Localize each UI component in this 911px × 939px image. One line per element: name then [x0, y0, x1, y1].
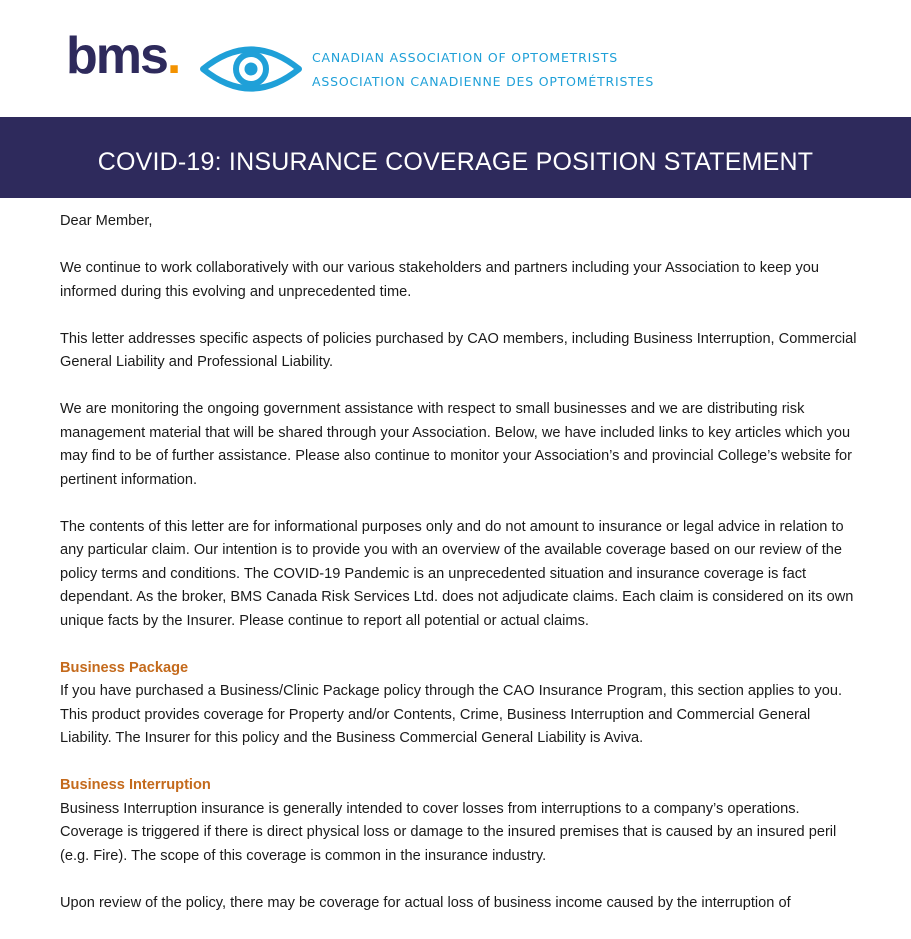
paragraph-business-interruption: Business Interruption insurance is generally intended to cover losses from interruptions to a company’s operations. Coverage is triggered if there is direct physical loss or damage to the insured premises that is caused by an insured peril (e.g. Fire). The scope of this coverage is common in the insurance industry.: [60, 800, 837, 864]
greeting: Dear Member,: [60, 213, 153, 229]
letterhead: [0, 0, 911, 117]
association-name-french: ASSOCIATION CANADIENNE DES OPTOMÉTRISTES: [312, 74, 655, 89]
bms-logo-dot: .: [166, 27, 180, 85]
letter-body: [60, 210, 865, 939]
document-title: COVID-19: INSURANCE COVERAGE POSITION STATEMENT: [97, 148, 814, 176]
cao-eye-logo-icon: [200, 42, 302, 96]
paragraph-monitoring: We are monitoring the ongoing government assistance with respect to small businesses and we are distributing risk management material that will be shared through your Association. Below, we have included links to key articles which you may find to be of further assistance. Please also continue to monitor your Association’s and provincial College’s website for pertinent information.: [60, 401, 853, 488]
bms-logo: [66, 27, 180, 85]
paragraph-policy-review: Upon review of the policy, there may be coverage for actual loss of business income caused by the interruption of: [60, 894, 791, 911]
section-heading-business-interruption: Business Interruption: [60, 777, 211, 793]
association-name-english: CANADIAN ASSOCIATION OF OPTOMETRISTS: [312, 50, 618, 65]
paragraph-disclaimer: The contents of this letter are for informational purposes only and do not amount to insurance or legal advice in relation to any particular claim. Our intention is to provide you with an overview of the available coverage based on our review of the policy terms and conditions. The COVID-19 Pandemic is an unprecedented situation and insurance coverage is fact dependant. As the broker, BMS Canada Risk Services Ltd. does not adjudicate claims. Each claim is considered on its own unique facts by the Insurer. Please continue to report all potential or actual claims.: [60, 518, 854, 629]
title-banner: [0, 117, 911, 198]
bms-logo-text: bms: [66, 27, 167, 85]
paragraph-scope: This letter addresses specific aspects of policies purchased by CAO members, including Business Interruption, Commercial General Liability and Professional Liability.: [60, 330, 857, 370]
section-heading-business-package: Business Package: [60, 659, 189, 676]
paragraph-intro: We continue to work collaboratively with our various stakeholders and partners including your Association to keep you informed during this evolving and unprecedented time.: [60, 260, 820, 300]
paragraph-business-package: If you have purchased a Business/Clinic Package policy through the CAO Insurance Program, this section applies to you. This product provides coverage for Property and/or Contents, Crime, Business Interruption and Commercial General Liability. The Insurer for this policy and the Business Commercial General Liability is Aviva.: [60, 683, 842, 746]
